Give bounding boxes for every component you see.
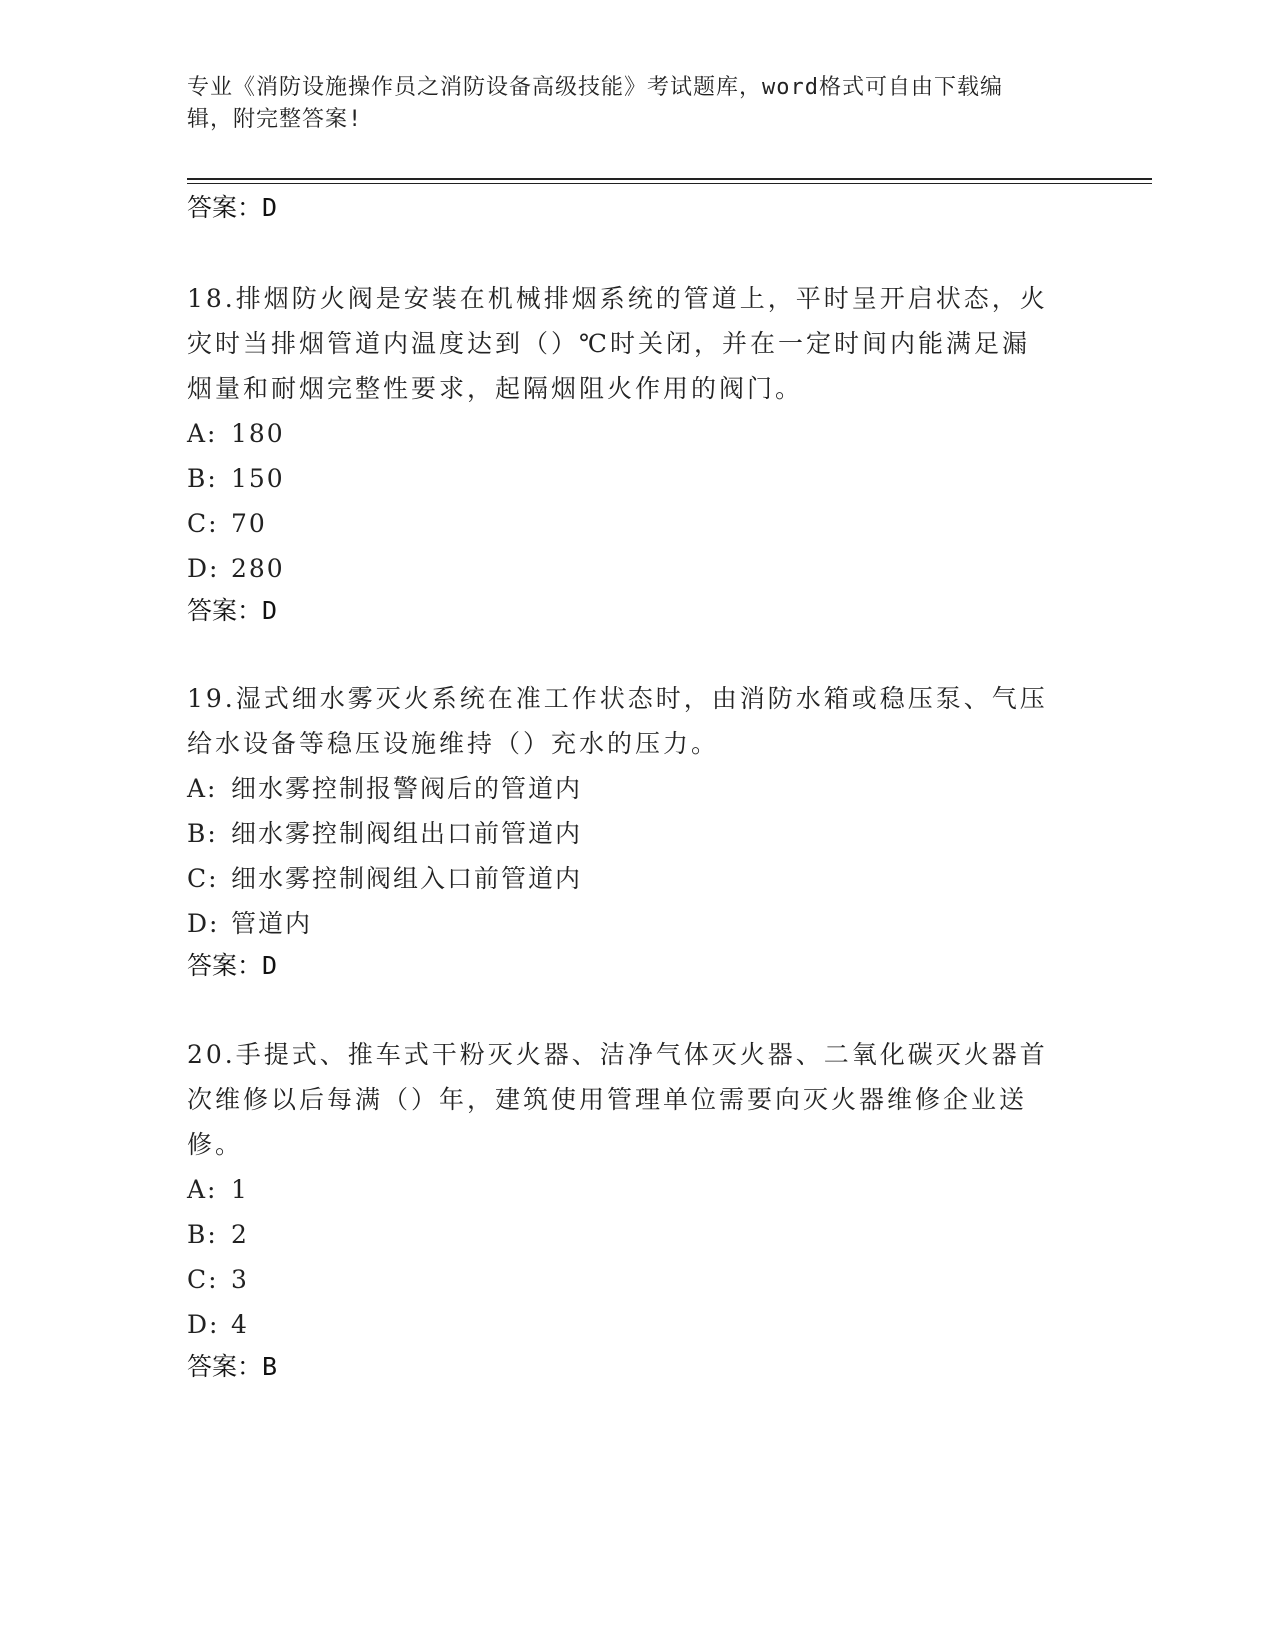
question-20-line-3: 修。 <box>187 1130 244 1159</box>
question-18 <box>187 276 1087 631</box>
page-header <box>187 72 1087 136</box>
question-19-line-1: 19.湿式细水雾灭火系统在准工作状态时，由消防水箱或稳压泵、气压 <box>187 684 1048 713</box>
question-18-line-2: 灾时当排烟管道内温度达到（）℃时关闭，并在一定时间内能满足漏 <box>187 329 1030 358</box>
answer-18: 答案：D <box>187 596 278 625</box>
question-18-option-a: A: 180 <box>187 419 285 448</box>
question-19-option-d: D: 管道内 <box>187 909 313 938</box>
question-20-option-c: C: 3 <box>187 1265 249 1294</box>
question-18-option-b: B: 150 <box>187 464 285 493</box>
question-18-line-1: 18.排烟防火阀是安装在机械排烟系统的管道上，平时呈开启状态，火 <box>187 284 1048 313</box>
answer-19: 答案：D <box>187 951 278 980</box>
question-19-option-b: B: 细水雾控制阀组出口前管道内 <box>187 819 583 848</box>
question-18-option-c: C: 70 <box>187 509 267 538</box>
answer-20: 答案：B <box>187 1352 278 1381</box>
header-line-1: 专业《消防设施操作员之消防设备高级技能》考试题库，word格式可自由下载编 <box>187 75 1003 100</box>
question-18-option-d: D: 280 <box>187 554 285 583</box>
header-divider-thin <box>187 183 1152 184</box>
question-19-option-a: A: 细水雾控制报警阀后的管道内 <box>187 774 583 803</box>
question-19-line-2: 给水设备等稳压设施维持（）充水的压力。 <box>187 729 720 758</box>
question-20-option-d: D: 4 <box>187 1310 249 1339</box>
question-20-option-b: B: 2 <box>187 1220 249 1249</box>
question-20-option-a: A: 1 <box>187 1175 249 1204</box>
answer-17: 答案：D <box>187 193 278 222</box>
question-20 <box>187 1032 1087 1387</box>
header-line-2: 辑，附完整答案! <box>187 107 363 132</box>
question-19-option-c: C: 细水雾控制阀组入口前管道内 <box>187 864 583 893</box>
question-18-line-3: 烟量和耐烟完整性要求，起隔烟阻火作用的阀门。 <box>187 374 804 403</box>
question-20-line-2: 次维修以后每满（）年，建筑使用管理单位需要向灭火器维修企业送 <box>187 1085 1028 1114</box>
header-divider-thick <box>187 178 1152 180</box>
question-20-line-1: 20.手提式、推车式干粉灭火器、洁净气体灭火器、二氧化碳灭火器首 <box>187 1040 1048 1069</box>
question-19 <box>187 676 1087 986</box>
